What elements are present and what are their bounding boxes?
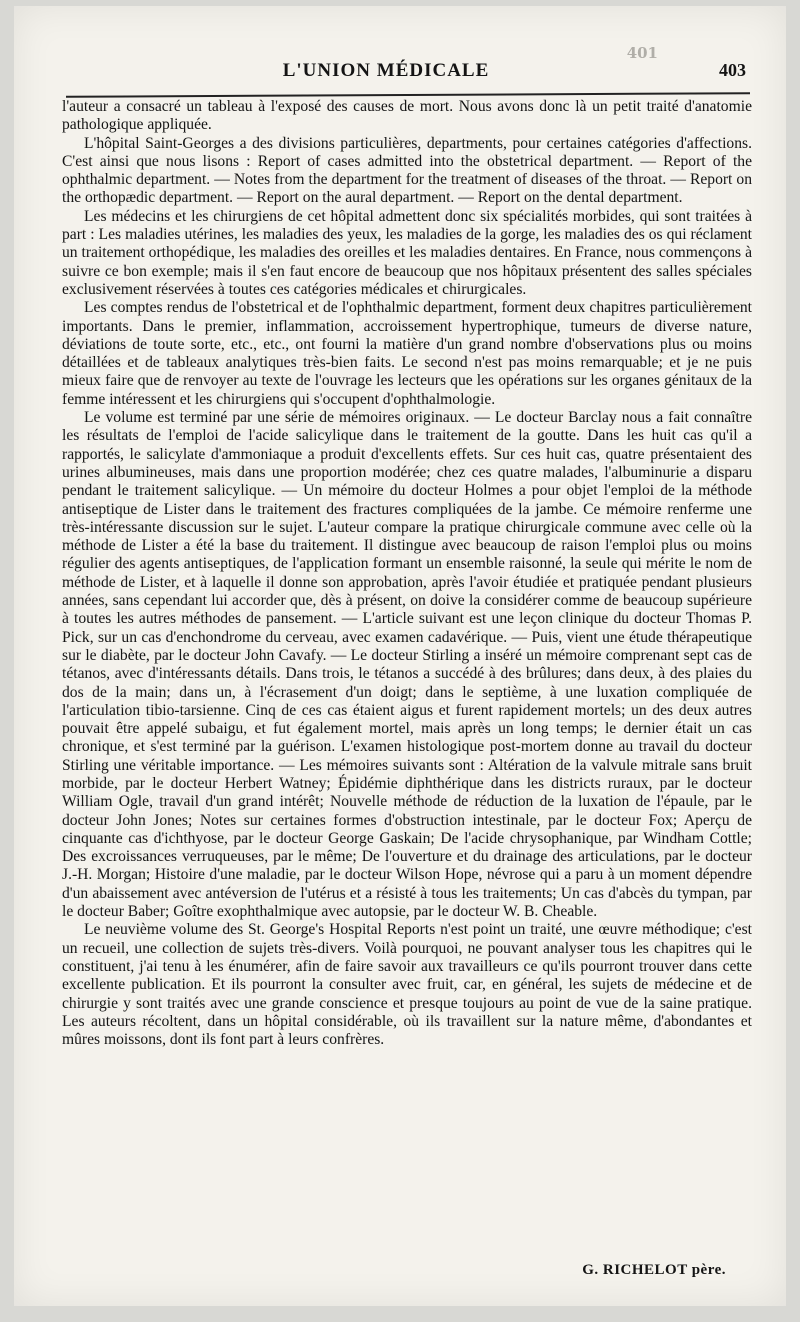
paragraph-3: Les médecins et les chirurgiens de cet hôpital admettent donc six spécialités morbides, qui sont traitées à part : Les maladies utérines, les maladies des yeux, les maladies de la gorge, les maladies des os qui réclament un traitement orthopédique, les maladies des oreilles et les maladies dentaires. En France, nous commençons à suivre ce bon exemple; mais il s'en faut encore de beaucoup que nos hôpitaux présentent des salles spéciales exclusivement réservées à toutes ces catégories médicales et chirurgicales. xyxy=(62,207,752,298)
paragraph-4: Les comptes rendus de l'obstetrical et de l'ophthalmic department, forment deux chapitres particulièrement importants. Dans le premier, inflammation, accroissement hypertrophique, tumeurs de diverse nature, déviations de toute sorte, etc., etc., ont fourni la matière d'un grand nombre d'observations plus ou moins détaillées et de tableaux analytiques très-bien faits. Le second n'est pas moins remarquable; et je ne puis mieux faire que de renvoyer au texte de l'ouvrage les lecteurs que les opérations sur les organes génitaux de la femme intéressent et les chirurgiens qui s'occupent d'ophthalmologie. xyxy=(62,299,752,408)
paragraph-5: Le volume est terminé par une série de mémoires originaux. — Le docteur Barclay nous a fait connaître les résultats de l'emploi de l'acide salicylique dans le traitement de la goutte. Dans les huit cas qu'il a rapportés, le salicylate d'ammoniaque a produit d'excellents effets. Sur ces huit cas, quatre présentaient des urines albumineuses, mais dans une proportion modérée; chez ces quatre malades, l'albuminurie a disparu pendant le traitement salicylique. — Un mémoire du docteur Holmes a pour objet l'emploi de la méthode antiseptique de Lister dans le traitement des fractures compliquées de la jambe. Ce mémoire renferme une très-intéressante discussion sur le sujet. L'auteur compare la pratique chirurgicale commune avec celle où la méthode de Lister a été la base du traitement. Il distingue avec beaucoup de raison l'emploi plus ou moins régulier des agents antiseptiques, de l'application formant un ensemble raisonné, la seule qui mérite le nom de méthode de Lister, et à laquelle il donne son approbation, après l'avoir étudiée et pratiquée pendant plusieurs années, sans cependant lui accorder que, dès à présent, on doive la considérer comme de beaucoup supérieure à toutes les autres méthodes de pansement. — L'article suivant est une leçon clinique du docteur Thomas P. Pick, sur un cas d'enchondrome du cerveau, avec examen cadavérique. — Puis, vient une étude thérapeutique sur le diabète, par le docteur John Cavafy. — Le docteur Stirling a inséré un mémoire comprenant sept cas de tétanos, avec d'intéressants détails. Dans trois, le tétanos a succédé à des brûlures; dans deux, à des plaies du dos de la main; dans un, à l'écrasement d'un doigt; dans le septième, à une luxation compliquée de l'articulation tibio-tarsienne. Cinq de ces cas étaient aigus et furent rapidement mortels; un des deux autres pouvait être appelé subaigu, et fut également mortel, mais après un long temps; le dernier était un cas chronique, et s'est terminé par la guérison. L'examen histologique post-mortem donne au travail du docteur Stirling une véritable importance. — Les mémoires suivants sont : Altération de la valvule mitrale sans bruit morbide, par le docteur Herbert Watney; Épidémie diphthérique dans les districts ruraux, par le docteur William Ogle, travail d'un grand intérêt; Nouvelle méthode de réduction de la luxation de l'épaule, par le docteur John Jones; Notes sur certaines formes d'obstruction intestinale, par le docteur Fox; Aperçu de cinquante cas d'ichthyose, par le docteur George Gaskain; De l'acide chrysophanique, par Windham Cottle; Des excroissances verruqueuses, par le même; De l'ouverture et du drainage des articulations, par le docteur J.-H. Morgan; Histoire d'une maladie, par le docteur Wilson Hope, névrose qui a paru à un moment dépendre d'un abaissement avec antéversion de l'utérus et a résisté à tous les traitements; Un cas d'abcès du tympan, par le docteur Baber; Goître exophthalmique avec autopsie, par le docteur W. B. Cheable. xyxy=(62,409,752,921)
document-page xyxy=(14,6,786,1306)
faint-corner-mark: 401 xyxy=(626,44,658,62)
header-rule xyxy=(66,92,750,98)
page-number: 403 xyxy=(719,60,746,80)
paragraph-2: L'hôpital Saint-Georges a des divisions particulières, departments, pour certaines catégories d'affections. C'est ainsi que nous lisons : Report of cases admitted into the obstetrical department. — Report of the ophthalmic department. — Notes from the department for the treatment of diseases of the throat. — Report on the orthopædic department. — Report on the aural department. — Report on the dental department. xyxy=(62,134,752,207)
running-title: L'UNION MÉDICALE xyxy=(282,60,490,81)
paragraph-1: l'auteur a consacré un tableau à l'exposé des causes de mort. Nous avons donc là un petit traité d'anatomie pathologique appliquée. xyxy=(62,98,752,134)
author-signature: G. RICHELOT père. xyxy=(582,1262,726,1278)
article-body xyxy=(62,98,752,1049)
paragraph-6: Le neuvième volume des St. George's Hospital Reports n'est point un traité, une œuvre méthodique; c'est un recueil, une collection de sujets très-divers. Voilà pourquoi, ne pouvant analyser tous les chapitres qui le constituent, j'ai tenu à les énumérer, afin de faire savoir aux travailleurs ce qu'ils pourront trouver dans cette excellente publication. Et ils pourront la consulter avec fruit, car, en général, les sujets de médecine et de chirurgie y sont traités avec une grande conscience et presque toujours au point de vue de la saine pratique. Les auteurs récoltent, dans un hôpital considérable, où ils travaillent sur la nature même, d'abondantes et mûres moissons, dont ils font part à leurs confrères. xyxy=(62,921,752,1049)
